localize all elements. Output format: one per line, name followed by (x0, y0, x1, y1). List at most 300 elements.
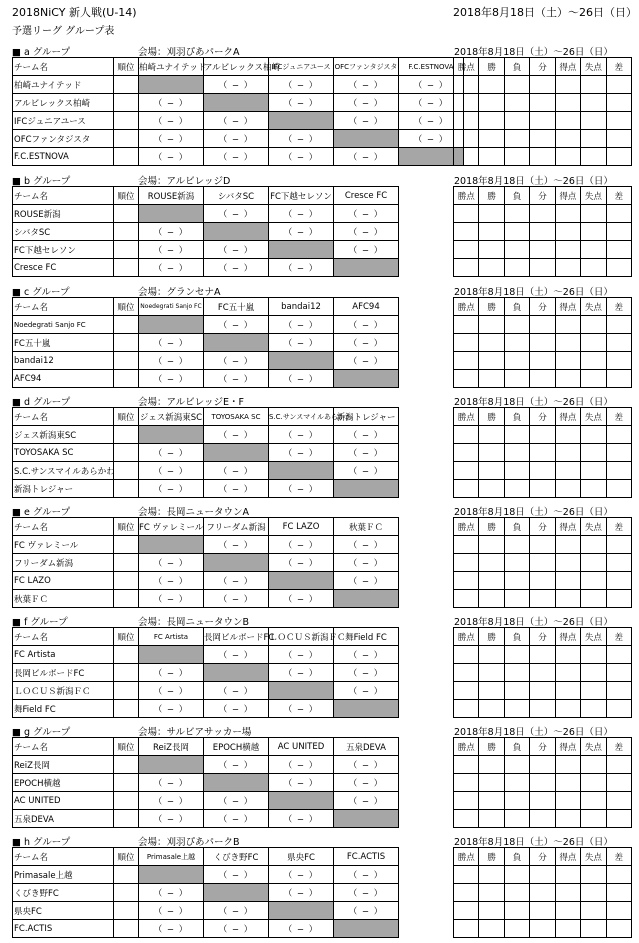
score-cell[interactable]: （ − ） (269, 205, 334, 223)
stat-cell[interactable] (479, 334, 504, 352)
stat-cell[interactable] (454, 426, 479, 444)
stat-cell[interactable] (581, 774, 606, 792)
score-cell[interactable]: （ − ） (139, 554, 204, 572)
stat-cell[interactable] (454, 590, 479, 608)
score-cell[interactable]: （ − ） (334, 664, 399, 682)
stat-cell[interactable] (555, 316, 580, 334)
stat-cell[interactable] (555, 112, 580, 130)
score-cell[interactable]: （ − ） (139, 259, 204, 277)
stat-cell[interactable] (479, 370, 504, 388)
stat-cell[interactable] (555, 462, 580, 480)
stat-cell[interactable] (479, 112, 504, 130)
stat-cell[interactable] (530, 205, 555, 223)
stat-cell[interactable] (581, 316, 606, 334)
stat-cell[interactable] (454, 259, 479, 277)
score-cell[interactable]: （ − ） (334, 646, 399, 664)
stat-cell[interactable] (479, 462, 504, 480)
rank-cell[interactable] (114, 756, 139, 774)
stat-cell[interactable] (504, 444, 529, 462)
stat-cell[interactable] (504, 866, 529, 884)
stat-cell[interactable] (504, 352, 529, 370)
stat-cell[interactable] (454, 572, 479, 590)
stat-cell[interactable] (555, 700, 580, 718)
stat-cell[interactable] (504, 590, 529, 608)
score-cell[interactable]: （ − ） (204, 259, 269, 277)
stat-cell[interactable] (454, 554, 479, 572)
score-cell[interactable]: （ − ） (269, 774, 334, 792)
stat-cell[interactable] (479, 792, 504, 810)
stat-cell[interactable] (530, 241, 555, 259)
stat-cell[interactable] (504, 462, 529, 480)
score-cell[interactable]: （ − ） (334, 94, 399, 112)
score-cell[interactable]: （ − ） (334, 352, 399, 370)
stat-cell[interactable] (479, 259, 504, 277)
stat-cell[interactable] (504, 426, 529, 444)
stat-cell[interactable] (606, 334, 631, 352)
stat-cell[interactable] (479, 700, 504, 718)
stat-cell[interactable] (606, 682, 631, 700)
stat-cell[interactable] (479, 536, 504, 554)
stat-cell[interactable] (606, 792, 631, 810)
stat-cell[interactable] (454, 223, 479, 241)
rank-cell[interactable] (114, 774, 139, 792)
score-cell[interactable]: （ − ） (269, 148, 334, 166)
score-cell[interactable]: （ − ） (269, 223, 334, 241)
stat-cell[interactable] (555, 682, 580, 700)
rank-cell[interactable] (114, 682, 139, 700)
score-cell[interactable]: （ − ） (334, 334, 399, 352)
stat-cell[interactable] (504, 148, 529, 166)
score-cell[interactable]: （ − ） (269, 94, 334, 112)
rank-cell[interactable] (114, 590, 139, 608)
rank-cell[interactable] (114, 536, 139, 554)
stat-cell[interactable] (530, 112, 555, 130)
score-cell[interactable]: （ − ） (269, 426, 334, 444)
rank-cell[interactable] (114, 76, 139, 94)
stat-cell[interactable] (479, 205, 504, 223)
score-cell[interactable]: （ − ） (269, 590, 334, 608)
score-cell[interactable]: （ − ） (334, 572, 399, 590)
stat-cell[interactable] (479, 94, 504, 112)
score-cell[interactable]: （ − ） (334, 112, 399, 130)
stat-cell[interactable] (530, 590, 555, 608)
rank-cell[interactable] (114, 572, 139, 590)
stat-cell[interactable] (504, 112, 529, 130)
stat-cell[interactable] (530, 480, 555, 498)
stat-cell[interactable] (581, 259, 606, 277)
stat-cell[interactable] (581, 334, 606, 352)
stat-cell[interactable] (606, 94, 631, 112)
score-cell[interactable]: （ − ） (204, 462, 269, 480)
stat-cell[interactable] (479, 774, 504, 792)
score-cell[interactable]: （ − ） (334, 774, 399, 792)
stat-cell[interactable] (530, 756, 555, 774)
score-cell[interactable]: （ − ） (269, 866, 334, 884)
stat-cell[interactable] (581, 205, 606, 223)
stat-cell[interactable] (479, 866, 504, 884)
stat-cell[interactable] (504, 76, 529, 94)
stat-cell[interactable] (504, 241, 529, 259)
score-cell[interactable]: （ − ） (269, 536, 334, 554)
rank-cell[interactable] (114, 462, 139, 480)
score-cell[interactable]: （ − ） (204, 792, 269, 810)
stat-cell[interactable] (479, 646, 504, 664)
stat-cell[interactable] (454, 920, 479, 938)
score-cell[interactable]: （ − ） (204, 902, 269, 920)
stat-cell[interactable] (581, 884, 606, 902)
stat-cell[interactable] (606, 223, 631, 241)
stat-cell[interactable] (530, 646, 555, 664)
stat-cell[interactable] (530, 352, 555, 370)
stat-cell[interactable] (504, 884, 529, 902)
score-cell[interactable]: （ − ） (399, 94, 464, 112)
stat-cell[interactable] (555, 884, 580, 902)
score-cell[interactable]: （ − ） (139, 920, 204, 938)
stat-cell[interactable] (606, 76, 631, 94)
stat-cell[interactable] (454, 700, 479, 718)
stat-cell[interactable] (555, 646, 580, 664)
stat-cell[interactable] (555, 774, 580, 792)
stat-cell[interactable] (504, 920, 529, 938)
stat-cell[interactable] (504, 334, 529, 352)
stat-cell[interactable] (606, 884, 631, 902)
stat-cell[interactable] (581, 480, 606, 498)
stat-cell[interactable] (606, 664, 631, 682)
stat-cell[interactable] (555, 76, 580, 94)
score-cell[interactable]: （ − ） (269, 76, 334, 94)
score-cell[interactable]: （ − ） (269, 884, 334, 902)
stat-cell[interactable] (555, 223, 580, 241)
score-cell[interactable]: （ − ） (139, 370, 204, 388)
score-cell[interactable]: （ − ） (334, 205, 399, 223)
stat-cell[interactable] (479, 76, 504, 94)
score-cell[interactable]: （ − ） (334, 682, 399, 700)
stat-cell[interactable] (454, 316, 479, 334)
stat-cell[interactable] (606, 241, 631, 259)
stat-cell[interactable] (530, 866, 555, 884)
score-cell[interactable]: （ − ） (334, 223, 399, 241)
stat-cell[interactable] (530, 130, 555, 148)
stat-cell[interactable] (606, 130, 631, 148)
score-cell[interactable]: （ − ） (139, 444, 204, 462)
stat-cell[interactable] (454, 774, 479, 792)
stat-cell[interactable] (530, 774, 555, 792)
score-cell[interactable]: （ − ） (139, 590, 204, 608)
stat-cell[interactable] (454, 112, 479, 130)
stat-cell[interactable] (606, 205, 631, 223)
stat-cell[interactable] (581, 223, 606, 241)
score-cell[interactable]: （ − ） (139, 884, 204, 902)
stat-cell[interactable] (530, 334, 555, 352)
rank-cell[interactable] (114, 884, 139, 902)
score-cell[interactable]: （ − ） (204, 572, 269, 590)
stat-cell[interactable] (606, 444, 631, 462)
score-cell[interactable]: （ − ） (139, 112, 204, 130)
stat-cell[interactable] (606, 554, 631, 572)
stat-cell[interactable] (479, 352, 504, 370)
score-cell[interactable]: （ − ） (204, 426, 269, 444)
stat-cell[interactable] (606, 370, 631, 388)
score-cell[interactable]: （ − ） (139, 223, 204, 241)
score-cell[interactable]: （ − ） (204, 241, 269, 259)
stat-cell[interactable] (454, 205, 479, 223)
stat-cell[interactable] (479, 810, 504, 828)
score-cell[interactable]: （ − ） (269, 259, 334, 277)
stat-cell[interactable] (479, 920, 504, 938)
stat-cell[interactable] (479, 590, 504, 608)
stat-cell[interactable] (555, 130, 580, 148)
stat-cell[interactable] (504, 572, 529, 590)
stat-cell[interactable] (504, 810, 529, 828)
score-cell[interactable]: （ − ） (269, 480, 334, 498)
stat-cell[interactable] (530, 426, 555, 444)
score-cell[interactable]: （ − ） (204, 590, 269, 608)
stat-cell[interactable] (555, 920, 580, 938)
stat-cell[interactable] (555, 572, 580, 590)
score-cell[interactable]: （ − ） (269, 756, 334, 774)
stat-cell[interactable] (530, 792, 555, 810)
stat-cell[interactable] (606, 774, 631, 792)
stat-cell[interactable] (504, 370, 529, 388)
stat-cell[interactable] (581, 444, 606, 462)
stat-cell[interactable] (454, 810, 479, 828)
score-cell[interactable]: （ − ） (399, 112, 464, 130)
stat-cell[interactable] (555, 902, 580, 920)
score-cell[interactable]: （ − ） (269, 646, 334, 664)
rank-cell[interactable] (114, 646, 139, 664)
score-cell[interactable]: （ − ） (334, 792, 399, 810)
stat-cell[interactable] (581, 866, 606, 884)
stat-cell[interactable] (530, 536, 555, 554)
stat-cell[interactable] (530, 444, 555, 462)
score-cell[interactable]: （ − ） (139, 148, 204, 166)
score-cell[interactable]: （ − ） (204, 148, 269, 166)
score-cell[interactable]: （ − ） (139, 682, 204, 700)
stat-cell[interactable] (454, 76, 479, 94)
rank-cell[interactable] (114, 664, 139, 682)
rank-cell[interactable] (114, 810, 139, 828)
score-cell[interactable]: （ − ） (139, 352, 204, 370)
stat-cell[interactable] (555, 334, 580, 352)
score-cell[interactable]: （ − ） (139, 241, 204, 259)
stat-cell[interactable] (606, 426, 631, 444)
stat-cell[interactable] (454, 682, 479, 700)
score-cell[interactable]: （ − ） (139, 700, 204, 718)
stat-cell[interactable] (530, 554, 555, 572)
stat-cell[interactable] (504, 664, 529, 682)
stat-cell[interactable] (581, 572, 606, 590)
stat-cell[interactable] (454, 792, 479, 810)
score-cell[interactable]: （ − ） (269, 444, 334, 462)
stat-cell[interactable] (454, 94, 479, 112)
score-cell[interactable]: （ − ） (204, 370, 269, 388)
score-cell[interactable]: （ − ） (269, 700, 334, 718)
stat-cell[interactable] (555, 352, 580, 370)
score-cell[interactable]: （ − ） (204, 866, 269, 884)
score-cell[interactable]: （ − ） (399, 76, 464, 94)
score-cell[interactable]: （ − ） (139, 810, 204, 828)
rank-cell[interactable] (114, 259, 139, 277)
score-cell[interactable]: （ − ） (204, 682, 269, 700)
stat-cell[interactable] (454, 444, 479, 462)
stat-cell[interactable] (555, 444, 580, 462)
stat-cell[interactable] (555, 148, 580, 166)
score-cell[interactable]: （ − ） (204, 76, 269, 94)
stat-cell[interactable] (530, 664, 555, 682)
stat-cell[interactable] (581, 682, 606, 700)
score-cell[interactable]: （ − ） (269, 810, 334, 828)
rank-cell[interactable] (114, 241, 139, 259)
stat-cell[interactable] (581, 370, 606, 388)
score-cell[interactable]: （ − ） (139, 94, 204, 112)
stat-cell[interactable] (555, 259, 580, 277)
score-cell[interactable]: （ − ） (334, 76, 399, 94)
stat-cell[interactable] (581, 536, 606, 554)
score-cell[interactable]: （ − ） (269, 664, 334, 682)
score-cell[interactable]: （ − ） (334, 241, 399, 259)
score-cell[interactable]: （ − ） (139, 572, 204, 590)
stat-cell[interactable] (606, 352, 631, 370)
stat-cell[interactable] (606, 902, 631, 920)
stat-cell[interactable] (530, 76, 555, 94)
score-cell[interactable]: （ − ） (334, 902, 399, 920)
rank-cell[interactable] (114, 352, 139, 370)
score-cell[interactable]: （ − ） (269, 334, 334, 352)
stat-cell[interactable] (479, 756, 504, 774)
stat-cell[interactable] (606, 316, 631, 334)
score-cell[interactable]: （ − ） (204, 205, 269, 223)
rank-cell[interactable] (114, 148, 139, 166)
score-cell[interactable]: （ − ） (204, 756, 269, 774)
stat-cell[interactable] (504, 554, 529, 572)
stat-cell[interactable] (479, 316, 504, 334)
stat-cell[interactable] (504, 756, 529, 774)
score-cell[interactable]: （ − ） (204, 316, 269, 334)
stat-cell[interactable] (606, 646, 631, 664)
score-cell[interactable]: （ − ） (269, 316, 334, 334)
rank-cell[interactable] (114, 370, 139, 388)
stat-cell[interactable] (530, 148, 555, 166)
stat-cell[interactable] (530, 902, 555, 920)
rank-cell[interactable] (114, 112, 139, 130)
stat-cell[interactable] (606, 810, 631, 828)
score-cell[interactable]: （ − ） (334, 316, 399, 334)
stat-cell[interactable] (454, 148, 479, 166)
stat-cell[interactable] (479, 241, 504, 259)
stat-cell[interactable] (606, 536, 631, 554)
score-cell[interactable]: （ − ） (334, 426, 399, 444)
rank-cell[interactable] (114, 866, 139, 884)
stat-cell[interactable] (530, 370, 555, 388)
rank-cell[interactable] (114, 130, 139, 148)
stat-cell[interactable] (581, 554, 606, 572)
stat-cell[interactable] (504, 223, 529, 241)
stat-cell[interactable] (555, 370, 580, 388)
stat-cell[interactable] (606, 112, 631, 130)
score-cell[interactable]: （ − ） (204, 646, 269, 664)
stat-cell[interactable] (454, 130, 479, 148)
stat-cell[interactable] (581, 920, 606, 938)
stat-cell[interactable] (504, 792, 529, 810)
stat-cell[interactable] (555, 554, 580, 572)
stat-cell[interactable] (606, 700, 631, 718)
score-cell[interactable]: （ − ） (139, 664, 204, 682)
stat-cell[interactable] (581, 792, 606, 810)
score-cell[interactable]: （ − ） (269, 370, 334, 388)
stat-cell[interactable] (581, 664, 606, 682)
stat-cell[interactable] (504, 774, 529, 792)
stat-cell[interactable] (530, 920, 555, 938)
stat-cell[interactable] (606, 572, 631, 590)
stat-cell[interactable] (454, 902, 479, 920)
stat-cell[interactable] (581, 112, 606, 130)
stat-cell[interactable] (504, 316, 529, 334)
stat-cell[interactable] (454, 352, 479, 370)
score-cell[interactable]: （ − ） (269, 920, 334, 938)
rank-cell[interactable] (114, 426, 139, 444)
score-cell[interactable]: （ − ） (399, 130, 464, 148)
stat-cell[interactable] (454, 536, 479, 554)
score-cell[interactable]: （ − ） (139, 334, 204, 352)
score-cell[interactable]: （ − ） (269, 130, 334, 148)
score-cell[interactable]: （ − ） (334, 756, 399, 774)
score-cell[interactable]: （ − ） (204, 920, 269, 938)
stat-cell[interactable] (555, 810, 580, 828)
stat-cell[interactable] (581, 352, 606, 370)
stat-cell[interactable] (530, 572, 555, 590)
stat-cell[interactable] (581, 130, 606, 148)
stat-cell[interactable] (479, 884, 504, 902)
score-cell[interactable]: （ − ） (334, 536, 399, 554)
stat-cell[interactable] (504, 700, 529, 718)
stat-cell[interactable] (504, 646, 529, 664)
stat-cell[interactable] (530, 884, 555, 902)
rank-cell[interactable] (114, 334, 139, 352)
stat-cell[interactable] (581, 756, 606, 774)
stat-cell[interactable] (606, 148, 631, 166)
rank-cell[interactable] (114, 700, 139, 718)
stat-cell[interactable] (504, 259, 529, 277)
stat-cell[interactable] (454, 334, 479, 352)
score-cell[interactable]: （ − ） (139, 902, 204, 920)
stat-cell[interactable] (581, 590, 606, 608)
stat-cell[interactable] (454, 462, 479, 480)
stat-cell[interactable] (606, 480, 631, 498)
stat-cell[interactable] (479, 572, 504, 590)
stat-cell[interactable] (555, 94, 580, 112)
score-cell[interactable]: （ − ） (204, 536, 269, 554)
stat-cell[interactable] (479, 130, 504, 148)
score-cell[interactable]: （ − ） (334, 462, 399, 480)
stat-cell[interactable] (555, 241, 580, 259)
stat-cell[interactable] (530, 94, 555, 112)
stat-cell[interactable] (454, 884, 479, 902)
rank-cell[interactable] (114, 316, 139, 334)
stat-cell[interactable] (479, 664, 504, 682)
rank-cell[interactable] (114, 444, 139, 462)
stat-cell[interactable] (606, 866, 631, 884)
stat-cell[interactable] (581, 426, 606, 444)
stat-cell[interactable] (606, 259, 631, 277)
rank-cell[interactable] (114, 920, 139, 938)
rank-cell[interactable] (114, 480, 139, 498)
stat-cell[interactable] (504, 682, 529, 700)
stat-cell[interactable] (479, 554, 504, 572)
score-cell[interactable]: （ − ） (139, 462, 204, 480)
score-cell[interactable]: （ − ） (334, 884, 399, 902)
stat-cell[interactable] (479, 444, 504, 462)
stat-cell[interactable] (555, 664, 580, 682)
